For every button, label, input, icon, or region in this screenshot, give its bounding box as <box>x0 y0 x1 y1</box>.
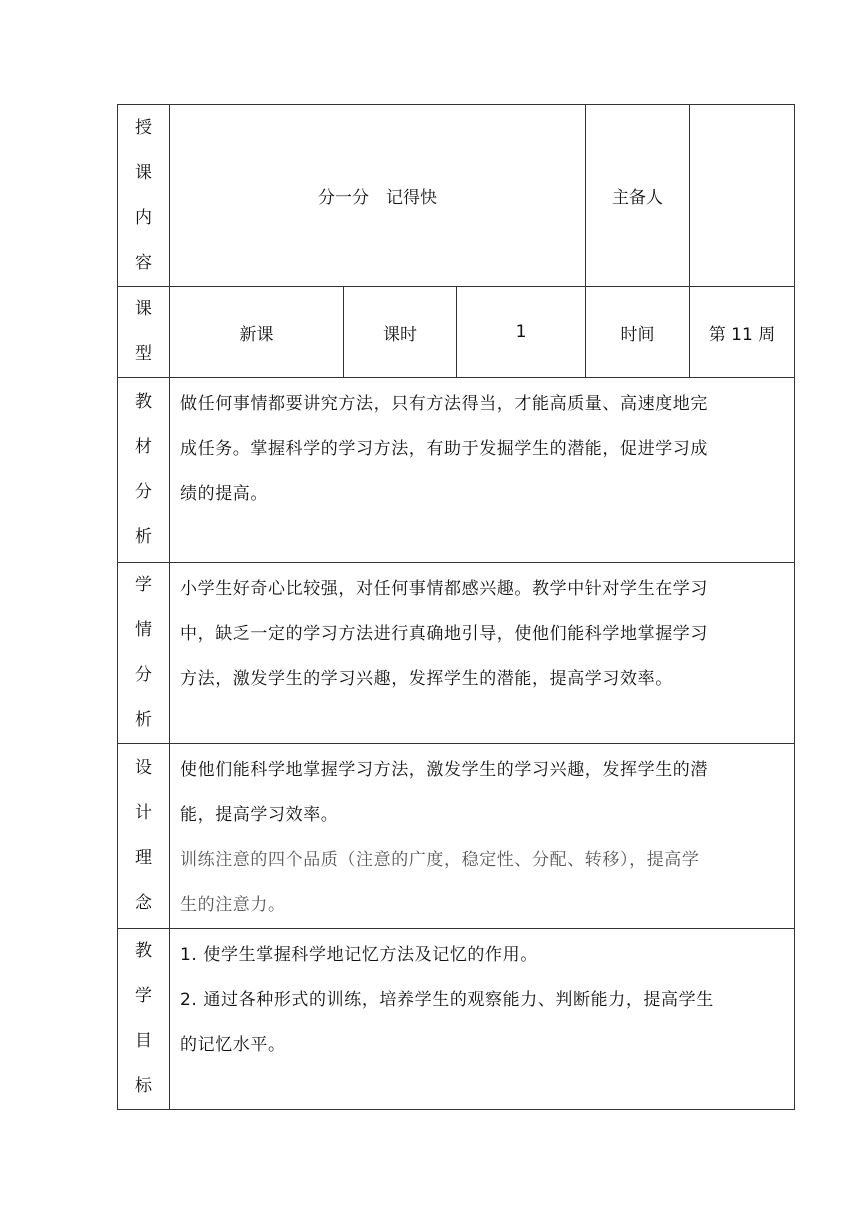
design-concept-label: 设 计 理 念 <box>118 744 170 929</box>
preparer-label: 主备人 <box>586 105 690 287</box>
design-concept-content: 使他们能科学地掌握学习方法，激发学生的学习兴趣，发挥学生的潜 能，提高学习效率。 训练注意的四个品质（注意的广度，稳定性、分配、转移），提高学 生的注意力。 <box>170 744 795 929</box>
lesson-type-value: 新课 <box>170 287 344 378</box>
student-analysis-row <box>118 563 795 744</box>
student-analysis-content: 小学生好奇心比较强，对任何事情都感兴趣。教学中针对学生在学习 中，缺乏一定的学习方法进行真确地引导，使他们能科学地掌握学习 方法，激发学生的学习兴趣，发挥学生的潜能，提高学习效率。 <box>170 563 795 744</box>
preparer-value <box>690 105 795 287</box>
material-analysis-content: 做任何事情都要讲究方法，只有方法得当，才能高质量、高速度地完 成任务。掌握科学的学习方法，有助于发掘学生的潜能，促进学习成 绩的提高。 <box>170 378 795 563</box>
time-value: 第 11 周 <box>690 287 795 378</box>
design-concept-row <box>118 744 795 929</box>
lesson-title: 分一分 记得快 <box>170 105 586 287</box>
period-label: 课时 <box>344 287 457 378</box>
content-label: 授 课 内 容 <box>118 105 170 287</box>
lesson-type-row <box>118 287 795 378</box>
teaching-goals-label: 教 学 目 标 <box>118 929 170 1110</box>
lesson-type-label: 课 型 <box>118 287 170 378</box>
time-label: 时间 <box>586 287 690 378</box>
material-analysis-row <box>118 378 795 563</box>
period-value: 1 <box>457 287 586 378</box>
lesson-plan-table <box>117 104 795 1110</box>
material-analysis-label: 教 材 分 析 <box>118 378 170 563</box>
teaching-goals-row <box>118 929 795 1110</box>
header-row <box>118 105 795 287</box>
teaching-goals-content: 1. 使学生掌握科学地记忆方法及记忆的作用。 2. 通过各种形式的训练，培养学生的观察能力、判断能力，提高学生 的记忆水平。 <box>170 929 795 1110</box>
student-analysis-label: 学 情 分 析 <box>118 563 170 744</box>
